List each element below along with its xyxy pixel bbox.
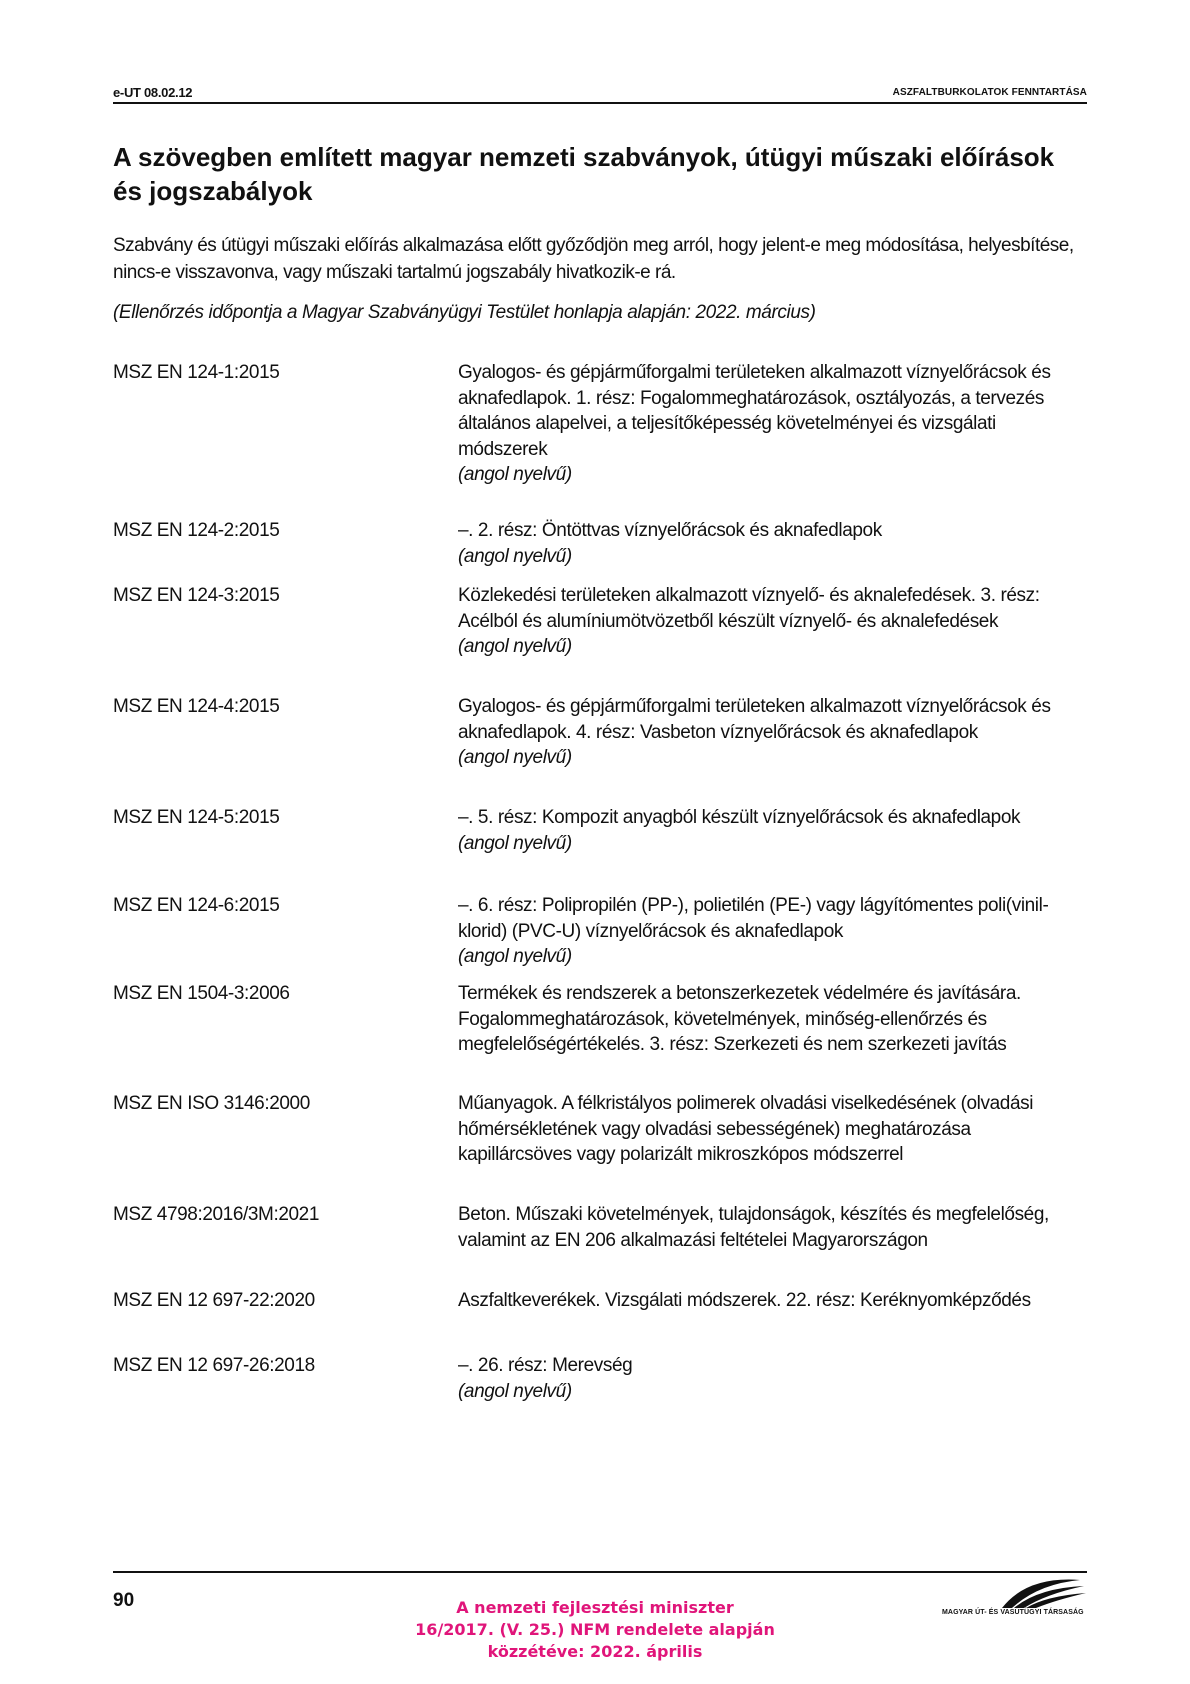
- standard-code: MSZ EN 124-3:2015: [113, 585, 280, 606]
- standard-code: MSZ EN 124-6:2015: [113, 895, 280, 916]
- language-note: (angol nyelvű): [458, 464, 572, 485]
- standard-description: Közlekedési területeken alkalmazott víznyelő- és aknalefedések. 3. rész: Acélból és alumíniumötvözetből készült víznyelő- és aknalefedések (angol nyelvű): [458, 585, 1040, 657]
- society-logo: [942, 1572, 1087, 1622]
- intro-paragraph: Szabvány és útügyi műszaki előírás alkalmazása előtt győződjön meg arról, hogy jelent-e meg módosítása, helyesbítése, nincs-e visszavonva, vagy műszaki tartalmú jogszabály hivatkozik-e rá.: [113, 235, 1074, 283]
- language-note: (angol nyelvű): [458, 946, 572, 967]
- standard-description: Műanyagok. A félkristályos polimerek olvadási viselkedésének (olvadási hőmérsékletének vagy olvadási sebességének) meghatározása kapillárcsöves vagy polarizált mikroszkópos módszerrel: [458, 1093, 1034, 1165]
- standard-description: Termékek és rendszerek a betonszerkezetek védelmére és javítására. Fogalommeghatározások, követelmények, minőség-ellenőrzés és megfelelőségértékelés. 3. rész: Szerkezeti és nem szerkezeti javítás: [458, 983, 1021, 1055]
- standard-description: –. 2. rész: Öntöttvas víznyelőrácsok és aknafedlapok (angol nyelvű): [458, 520, 882, 567]
- language-note: (angol nyelvű): [458, 832, 572, 854]
- logo-text: MAGYAR ÚT- ÉS VASÚTÜGYI TÁRSASÁG: [942, 1609, 1084, 1616]
- header-section-title: ASZFALTBURKOLATOK FENNTARTÁSA: [892, 87, 1087, 98]
- standard-code: MSZ EN 1504-3:2006: [113, 983, 290, 1004]
- stamp-line: 16/2017. (V. 25.) NFM rendelete alapján: [415, 1620, 775, 1639]
- standard-code: MSZ EN 12 697-22:2020: [113, 1290, 315, 1311]
- language-note: (angol nyelvű): [458, 1380, 572, 1402]
- standard-code: MSZ 4798:2016/3M:2021: [113, 1204, 320, 1225]
- standard-code: MSZ EN 12 697-26:2018: [113, 1355, 315, 1376]
- header-doc-id: e-UT 08.02.12: [113, 85, 193, 100]
- header-divider: [113, 102, 1087, 104]
- standard-description: Gyalogos- és gépjárműforgalmi területeken alkalmazott víznyelőrácsok és aknafedlapok. 1. rész: Fogalommeghatározások, osztályozás, a tervezés általános alapelvei, a teljesítőképesség követelményei és vizsgálati módszerek (angol nyelvű): [458, 362, 1051, 485]
- page-number: 90: [113, 1590, 135, 1611]
- language-note: (angol nyelvű): [458, 747, 572, 768]
- standard-description: –. 26. rész: Merevség (angol nyelvű): [458, 1355, 633, 1402]
- language-note: (angol nyelvű): [458, 545, 572, 567]
- standard-code: MSZ EN 124-4:2015: [113, 696, 280, 717]
- standard-code: MSZ EN 124-1:2015: [113, 362, 280, 383]
- stamp-line: közzétéve: 2022. április: [487, 1642, 703, 1661]
- standard-description: Gyalogos- és gépjárműforgalmi területeken alkalmazott víznyelőrácsok és aknafedlapok. 4. rész: Vasbeton víznyelőrácsok és aknafedlapok (angol nyelvű): [458, 696, 1051, 768]
- standard-description: Aszfaltkeverékek. Vizsgálati módszerek. 22. rész: Keréknyomképződés: [458, 1290, 1031, 1311]
- standard-code: MSZ EN 124-5:2015: [113, 807, 280, 828]
- stamp-line: A nemzeti fejlesztési miniszter: [456, 1598, 734, 1617]
- footer-divider: [113, 1571, 1087, 1573]
- standard-description: Beton. Műszaki követelmények, tulajdonságok, készítés és megfelelőség, valamint az EN 206 alkalmazási feltételei Magyarországon: [458, 1204, 1049, 1251]
- standard-code: MSZ EN 124-2:2015: [113, 520, 280, 541]
- publication-stamp: [400, 1597, 790, 1663]
- page-title: A szövegben említett magyar nemzeti szabványok, útügyi műszaki előírások és jogszabályok: [113, 142, 1055, 206]
- language-note: (angol nyelvű): [458, 636, 572, 657]
- swoosh-logo-icon: [942, 1572, 1087, 1612]
- standard-description: –. 6. rész: Polipropilén (PP-), polietilén (PE-) vagy lágyítómentes poli(vinil-klorid) (PVC-U) víznyelőrácsok és aknafedlapok (angol nyelvű): [458, 895, 1049, 967]
- standard-description: –. 5. rész: Kompozit anyagból készült víznyelőrácsok és aknafedlapok (angol nyelvű): [458, 807, 1021, 854]
- check-date-note: (Ellenőrzés időpontja a Magyar Szabványügyi Testület honlapja alapján: 2022. március): [113, 302, 816, 323]
- standard-code: MSZ EN ISO 3146:2000: [113, 1093, 310, 1114]
